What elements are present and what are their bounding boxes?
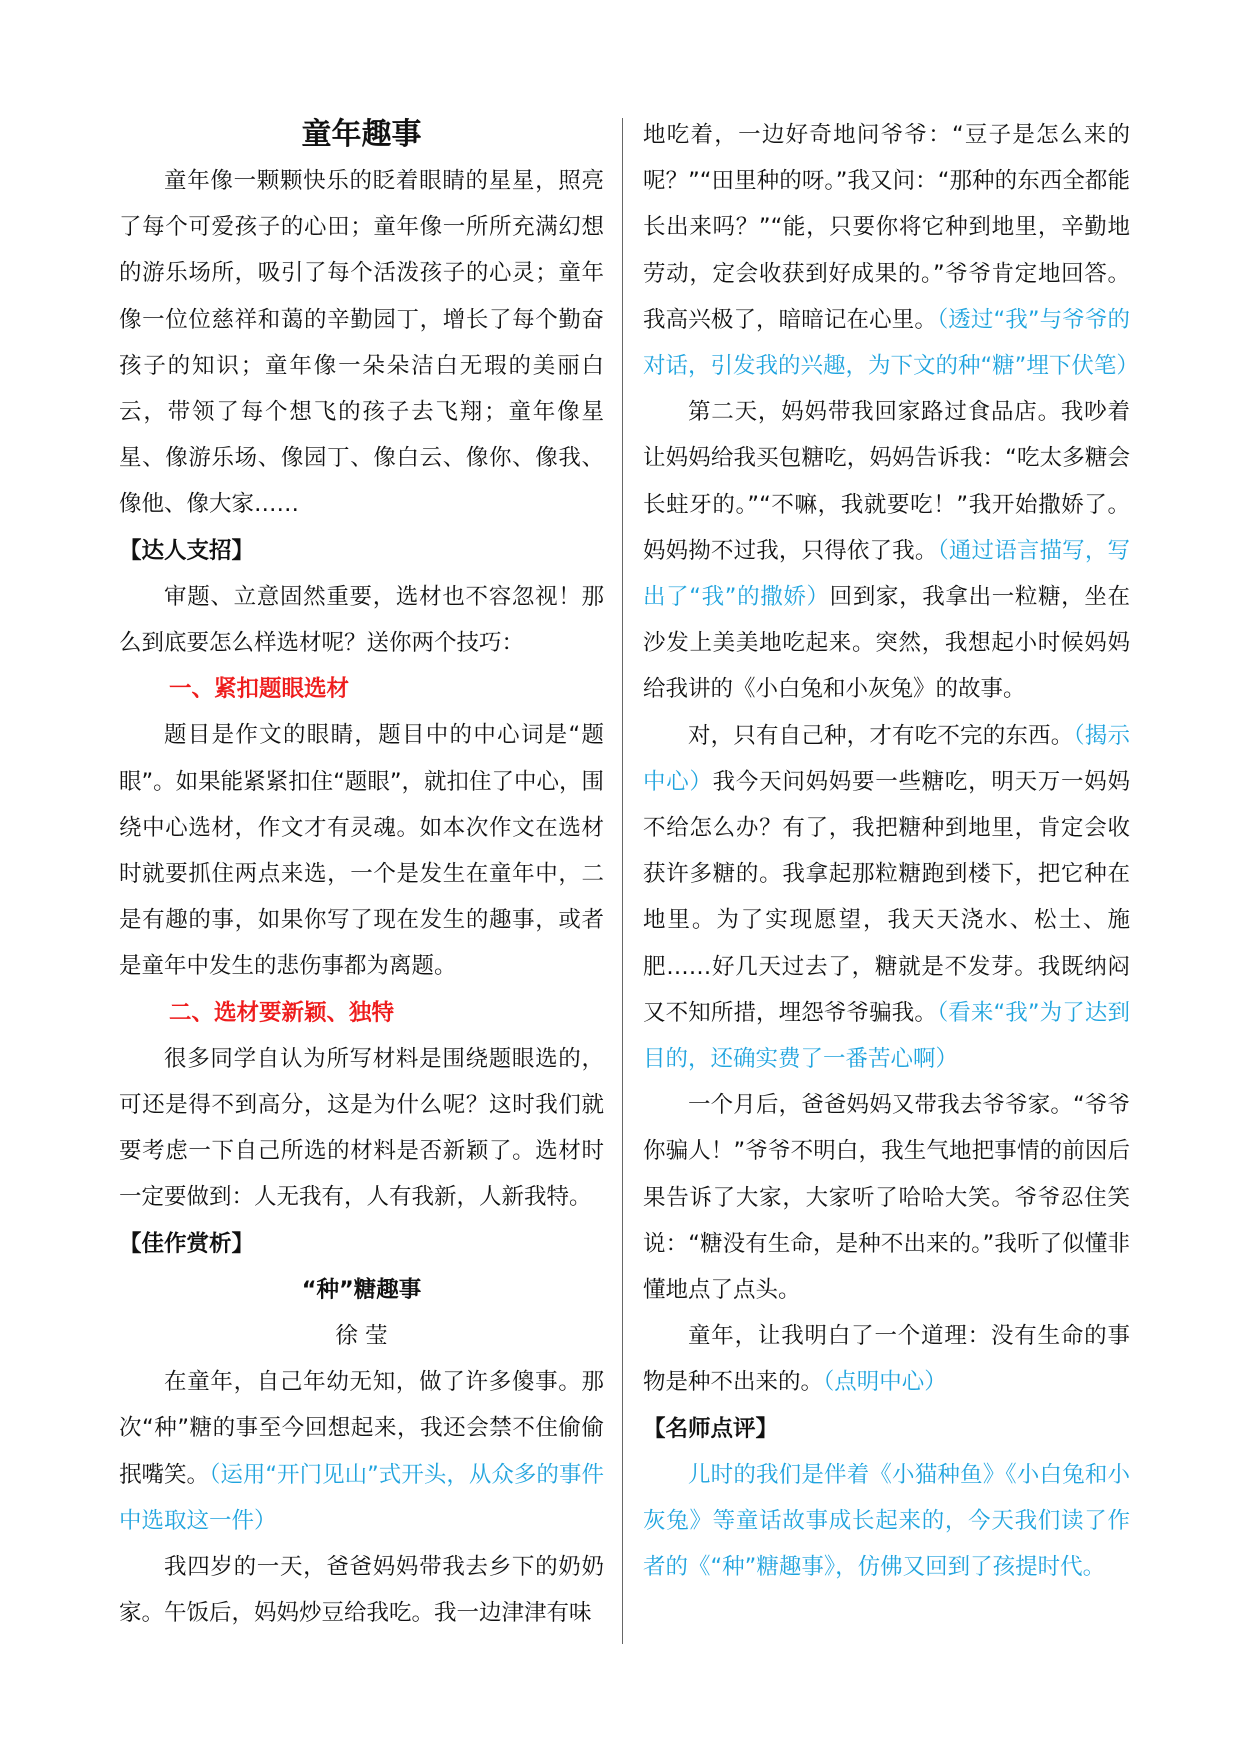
essay-paragraph-4-text-a: 对，只有自己种，才有吃不完的东西。 (688, 722, 1074, 749)
essay-paragraph-3 (643, 389, 1130, 712)
essay-title: “种”糖趣事 (301, 1276, 422, 1303)
annotation-opening: （运用“开门见山”式开头，从众多的事件中选取这一件） (119, 1461, 604, 1534)
annotation-conclusion: （点明中心） (823, 1369, 947, 1396)
tip1-heading: 一、紧扣题眼选材 (169, 676, 350, 703)
right-column (643, 112, 1139, 1591)
tips-intro: 审题、立意固然重要，选材也不容忽视！那么到底要怎么样选材呢？送你两个技巧： (119, 583, 604, 657)
annotation-dialogue: （透过“我”与爷爷的对话，引发我的兴趣，为下文的种“糖”埋下伏笔） (643, 306, 1139, 380)
column-divider (622, 118, 623, 1644)
essay-paragraph-6 (643, 1313, 1130, 1405)
review-body: 儿时的我们是伴着《小猫种鱼》《小白兔和小灰兔》等童话故事成长起来的，今天我们读了作者的《“种”糖趣事》，仿佛又回到了孩提时代。 (643, 1461, 1130, 1581)
essay-paragraph-2-cont-text: 地吃着，一边好奇地问爷爷：“豆子是怎么来的呢？”“田里种的呀。”我又问：“那种的东西全都能长出来吗？”“能，只要你将它种到地里，辛勤地劳动，定会收获到好成果的。”爷爷肯定地回答。我高兴极了，暗暗记在心里。 (643, 122, 1130, 333)
essay-paragraph-2-cont (643, 112, 1139, 389)
essay-paragraph-1 (119, 1359, 604, 1544)
annotation-language: （通过语言描写，写出了“我”的撒娇） (643, 537, 1130, 611)
tip2-body: 很多同学自认为所写材料是围绕题眼选的，可还是得不到高分，这是为什么呢？这时我们就要考虑一下自己所选的材料是否新颖了。选材时一定要做到：人无我有，人有我新，人新我特。 (119, 1045, 604, 1211)
essay-paragraph-2-start: 我四岁的一天，爸爸妈妈带我去乡下的奶奶家。午饭后，妈妈炒豆给我吃。我一边津津有味 (119, 1554, 604, 1627)
tips-heading: 【达人支招】 (119, 537, 255, 564)
intro-paragraph: 童年像一颗颗快乐的眨着眼睛的星星，照亮了每个可爱孩子的心田；童年像一所所充满幻想的游乐场所，吸引了每个活泼孩子的心灵；童年像一位位慈祥和蔼的辛勤园丁，增长了每个勤奋孩子的知识；童年像一朵朵洁白无瑕的美丽白云，带领了每个想飞的孩子去飞翔；童年像星星、像游乐场、像园丁、像白云、像你、像我、像他、像大家…… (119, 168, 604, 518)
annotation-theme: （揭示中心） (643, 722, 1130, 795)
essay-paragraph-3-text-a: 第二天，妈妈带我回家路过食品店。我吵着让妈妈给我买包糖吃，妈妈告诉我：“吃太多糖会长蛀牙的。”“不嘛，我就要吃！”我开始撒娇了。妈妈拗不过我，只得依了我。 (643, 399, 1130, 564)
annotation-effort: （看来“我”为了达到目的，还确实费了一番苦心啊） (643, 999, 1130, 1073)
left-column (119, 112, 604, 1637)
tip2-heading: 二、选材要新颖、独特 (169, 999, 395, 1026)
essay-paragraph-5: 一个月后，爸爸妈妈又带我去爷爷家。“爷爷你骗人！”爷爷不明白，我生气地把事情的前因后果告诉了大家，大家听了哈哈大笑。爷爷忍住笑说：“糖没有生命，是种不出来的。”我听了似懂非懂地点了点头。 (643, 1092, 1130, 1304)
essay-paragraph-4 (643, 713, 1130, 1083)
tip1-body: 题目是作文的眼睛，题目中的中心词是“题眼”。如果能紧紧扣住“题眼”，就扣住了中心，围绕中心选材，作文才有灵魂。如本次作文在选材时就要抓住两点来选，一个是发生在童年中，二是有趣的事，如果你写了现在发生的趣事，或者是童年中发生的悲伤事都为离题。 (119, 722, 604, 980)
essay-paragraph-6-text: 童年，让我明白了一个道理：没有生命的事物是种不出来的。 (643, 1323, 1130, 1396)
essay-paragraph-4-text-b: 我今天问妈妈要一些糖吃，明天万一妈妈不给怎么办？有了，我把糖种到地里，肯定会收获许多糖的。我拿起那粒糖跑到楼下，把它种在地里。为了实现愿望，我天天浇水、松土、施肥……好几天过去了，糖就是不发芽。我既纳闷又不知所措，埋怨爷爷骗我。 (643, 768, 1130, 1026)
essay-paragraph-1-text: 在童年，自己年幼无知，做了许多傻事。那次“种”糖的事至今回想起来，我还会禁不住偷偷抿嘴笑。 (119, 1369, 604, 1488)
review-heading: 【名师点评】 (643, 1415, 779, 1442)
sample-heading: 【佳作赏析】 (119, 1230, 255, 1257)
essay-paragraph-3-text-b: 回到家，我拿出一粒糖，坐在沙发上美美地吃起来。突然，我想起小时候妈妈给我讲的《小白兔和小灰兔》的故事。 (643, 584, 1130, 703)
essay-author: 徐 莹 (335, 1323, 388, 1350)
page-title: 童年趣事 (301, 117, 422, 152)
